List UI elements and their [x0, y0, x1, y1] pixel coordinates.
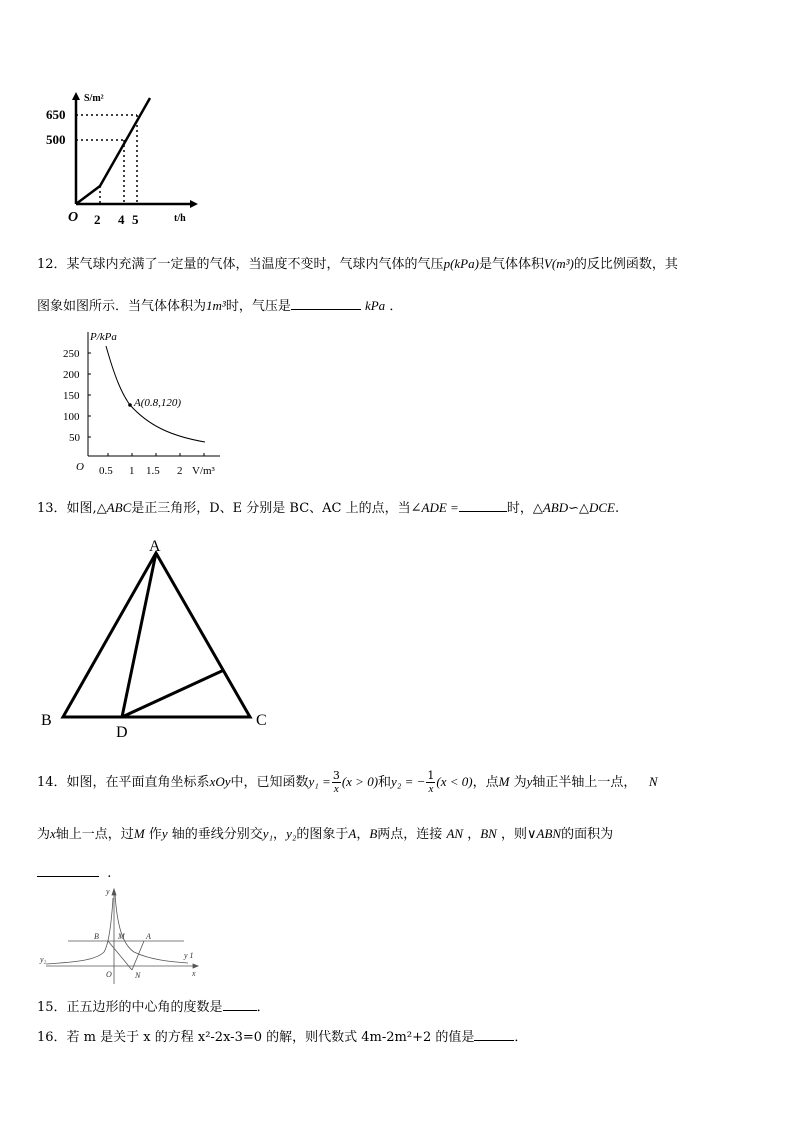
point-a-label: A — [146, 932, 151, 941]
y-tick-200: 200 — [63, 369, 80, 381]
origin-label: O — [68, 210, 79, 225]
vertex-b-label: B — [41, 712, 52, 729]
y-tick-500: 500 — [46, 132, 66, 147]
answer-blank-14[interactable] — [37, 876, 99, 877]
y-tick-650: 650 — [46, 107, 66, 122]
point-a-label: A(0.8,120) — [134, 397, 182, 409]
x-axis-label: x — [192, 969, 196, 978]
x-tick-4: 4 — [118, 212, 125, 227]
vertex-c-label: C — [256, 712, 267, 729]
figure-equilateral-triangle — [38, 535, 278, 745]
x-tick-1.5: 1.5 — [146, 465, 160, 477]
curve-y2-label: y₂ — [40, 955, 47, 964]
question-14-line1: 14．如图，在平面直角坐标系xOy中，已知函数y₁ = $\frac{3}{x}$ (x > 0)和y₂ = − $\frac{1}{x}$ (x < 0)，点M 为y轴正半轴上一点， N — [37, 769, 658, 795]
answer-blank-12[interactable] — [291, 309, 361, 310]
origin-label: O — [106, 970, 112, 979]
answer-blank-16[interactable] — [474, 1040, 514, 1041]
figure-pressure-volume-graph — [60, 328, 230, 480]
fraction-3-over-x: $\frac{3}{x}$ — [332, 769, 340, 795]
question-12-line2: 图象如图所示．当气体体积为1m³时，气压是 kPa ． — [37, 298, 403, 314]
y-tick-100: 100 — [63, 411, 80, 423]
question-13: 13．如图,△ABC是正三角形，D、E 分别是 BC、AC 上的点，当∠ADE = 时，△ABD∽△DCE. — [37, 500, 620, 516]
y-axis-label: y — [106, 887, 110, 896]
curve-y1-label: y 1 — [184, 951, 194, 960]
question-14-line2: 为x轴上一点，过M 作y 轴的垂线分别交y₁，y₂的图象于A，B两点，连接 AN ，BN ，则∨ABN的面积为 — [37, 826, 614, 842]
x-axis-label: t/h — [174, 213, 186, 224]
question-15: 15．正五边形的中心角的度数是 ． — [37, 1000, 270, 1015]
x-tick-5: 5 — [132, 212, 139, 227]
point-b-label: B — [94, 932, 99, 941]
fraction-1-over-x: $\frac{1}{x}$ — [427, 769, 435, 795]
figure-hyperbola-graph — [38, 884, 208, 986]
question-16: 16．若 m 是关于 x 的方程 x²-2x-3=0 的解，则代数式 4m-2m²+2 的值是 ． — [37, 1030, 528, 1045]
figure-area-time-graph — [40, 88, 200, 228]
question-14-line3: . — [37, 866, 111, 882]
x-tick-1: 1 — [129, 465, 135, 477]
question-12-line1: 12．某气球内充满了一定量的气体，当温度不变时，气球内气体的气压p(kPa)是气体体积V(m³)的反比例函数，其 — [37, 256, 678, 272]
origin-label: O — [76, 461, 84, 473]
point-d-label: D — [116, 724, 128, 741]
point-m-label: M — [118, 932, 125, 941]
y-tick-250: 250 — [63, 348, 80, 360]
x-tick-2: 2 — [94, 212, 101, 227]
y-tick-150: 150 — [63, 390, 80, 402]
y-axis-label: P/kPa — [90, 331, 117, 343]
x-tick-2.5-and-label: V/m³ — [192, 465, 215, 477]
answer-blank-15[interactable] — [223, 1010, 257, 1011]
point-n-label: N — [135, 971, 141, 980]
y-axis-label: S/m² — [84, 93, 104, 104]
answer-blank-13[interactable] — [459, 511, 507, 512]
x-tick-2: 2 — [177, 465, 183, 477]
x-tick-0.5: 0.5 — [99, 465, 113, 477]
vertex-a-label: A — [149, 538, 161, 555]
y-tick-50: 50 — [69, 432, 80, 444]
